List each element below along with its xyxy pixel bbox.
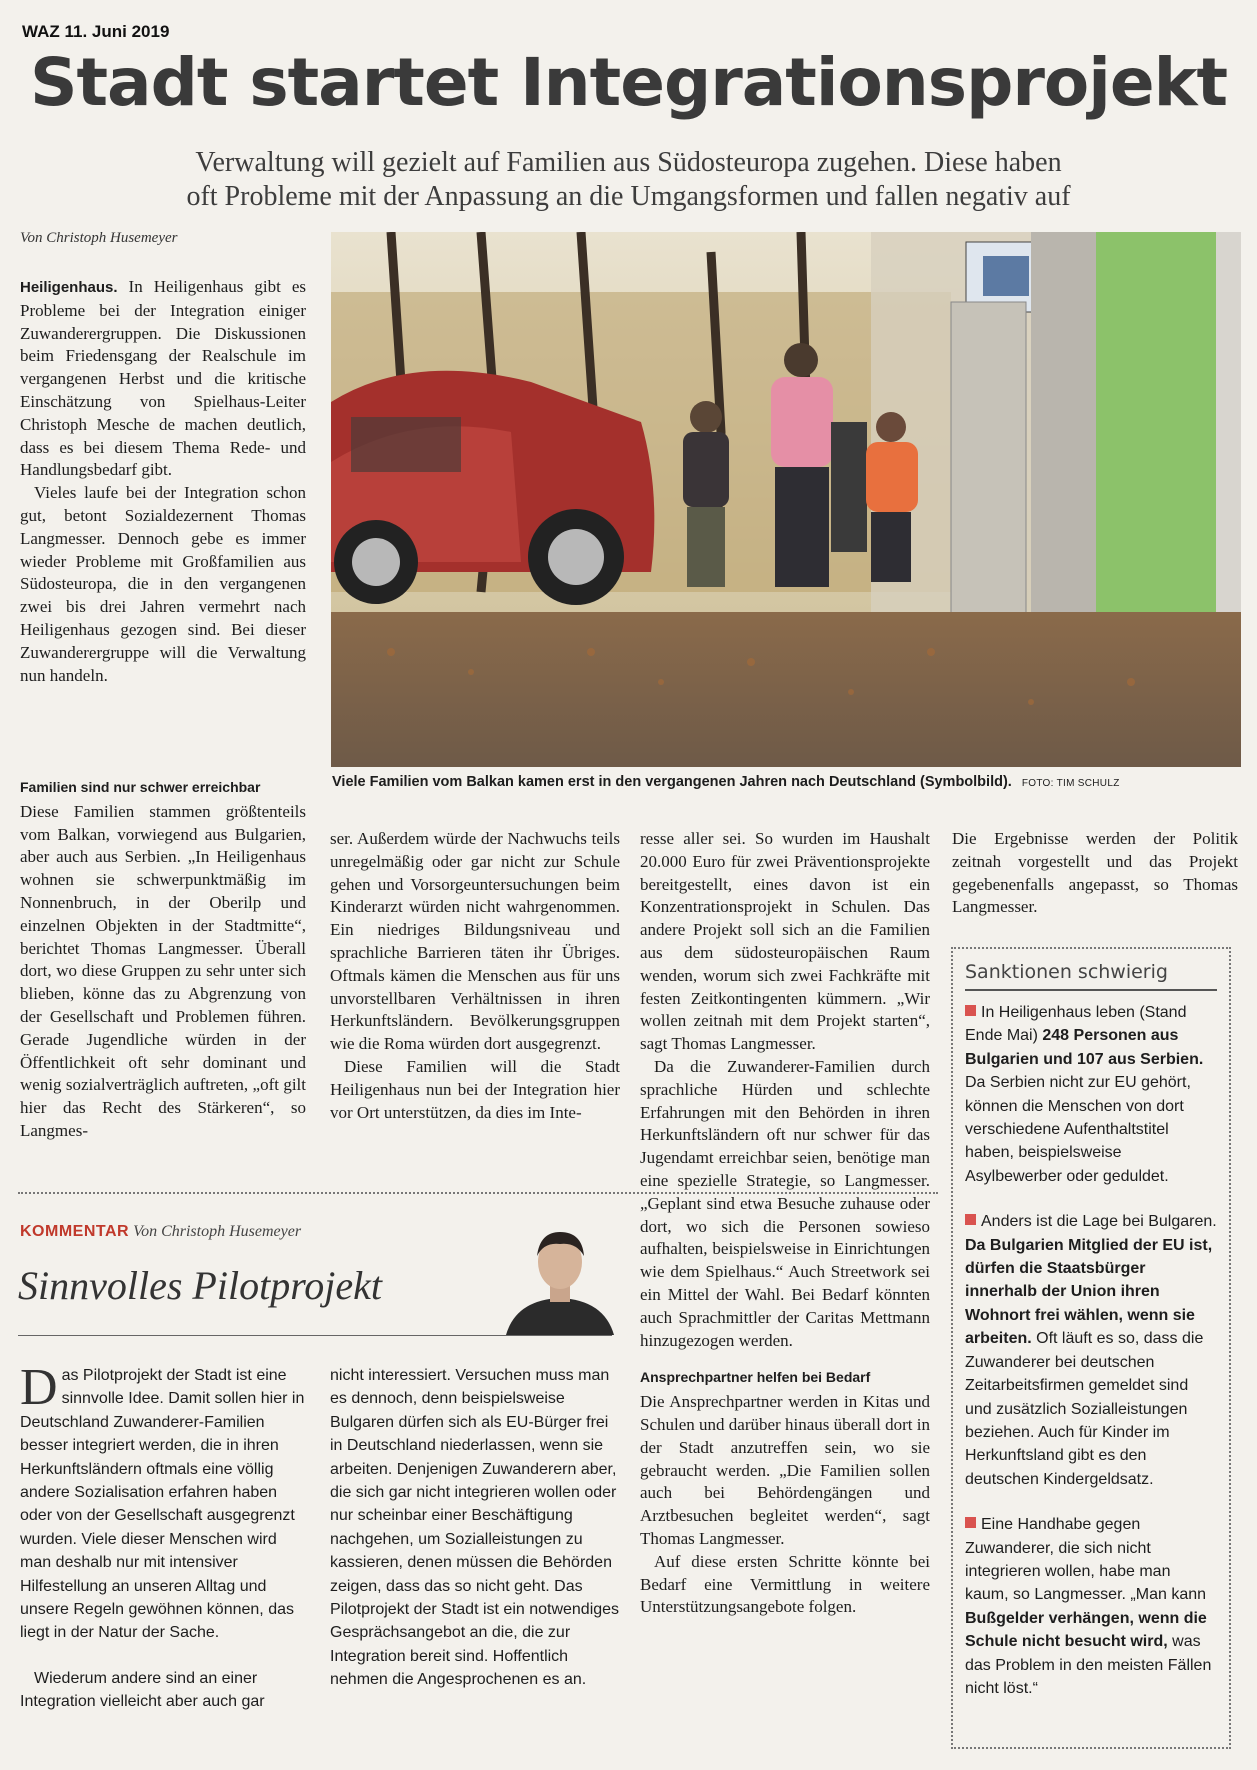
article-photo — [331, 232, 1241, 767]
article-paragraph: Auf diese ersten Schritte könnte bei Bedarf eine Vermittlung in weitere Unterstützungsangebote folgen. — [640, 1551, 930, 1617]
author-portrait — [506, 1220, 614, 1335]
kommentar-rule — [18, 1335, 612, 1336]
caption-text: Viele Familien vom Balkan kamen erst in den vergangenen Jahren nach Deutschland (Symbolbild). — [332, 774, 1012, 790]
article-paragraph: Vieles laufe bei der Integration schon gut, betont Sozialdezernent Thomas Langmesser. Dennoch gebe es immer wieder Probleme mit Großfamilien aus Südosteuropa, die in den vergangenen zwei bis drei Jahren vermehrt nach Heiligenhaus gezogen sind. Bei dieser Zuwanderergruppe will die Verwaltung nun handeln. — [20, 483, 306, 685]
info-text: Anders ist die Lage bei Bulgaren. — [981, 1213, 1217, 1231]
author-avatar — [506, 1220, 614, 1335]
bullet-icon — [965, 1517, 976, 1528]
info-text: Da Serbien nicht zur EU gehört, können die Menschen von dort verschiedene Aufenthaltstitel haben, beispielsweise Asylbewerber oder geduldet. — [965, 1074, 1191, 1185]
info-box-title: Sanktionen schwierig — [965, 961, 1217, 991]
paragraph-text: as Pilotprojekt der Stadt ist eine sinnvolle Idee. Damit sollen hier in Deutschland Zuwanderer-Familien besser integriert werden, die in ihren Herkunftsländern oftmals eine völlig andere Sozialisation erfahren haben oder von der Gesellschaft ausgegrenzt wurden. Viele dieser Menschen wird man deshalb nur mit intensiver Hilfestellung an unseren Alltag und unsere Regeln gewöhnen können, das liegt in der Natur der Sache. — [20, 1367, 305, 1642]
photo-caption — [332, 774, 1120, 790]
info-box-item — [965, 1513, 1217, 1700]
divider — [18, 1192, 938, 1194]
info-text: In Heiligenhaus leben (Stand Ende Mai) — [965, 1004, 1187, 1045]
article-column-5 — [952, 828, 1238, 919]
kommentar-title: Sinnvolles Pilotprojekt — [18, 1263, 383, 1308]
bullet-icon — [965, 1214, 976, 1225]
kommentar-author: Von Christoph Husemeyer — [133, 1223, 302, 1240]
info-text: was das Problem in den meisten Fällen nicht löst.“ — [965, 1633, 1212, 1697]
kommentar-kicker — [20, 1223, 301, 1241]
dateline: Heiligenhaus. — [20, 279, 118, 296]
article-column-4 — [640, 828, 930, 1619]
paragraph-text: In Heiligenhaus gibt es Probleme bei der Integration einiger Zuwanderergruppen. Die Diskussionen beim Friedensgang der Realschule im vergangenen Herbst und die kritische Einschätzung von Spielhaus-Leiter Christoph Mesche de machen deutlich, dass es bei diesem Thema Rede- und Handlungsbedarf gibt. — [20, 277, 306, 480]
kommentar-label: KOMMENTAR — [20, 1223, 130, 1240]
info-box-item — [965, 1001, 1217, 1188]
info-highlight: Da Bulgarien Mitglied der EU ist, dürfen die Staatsbürger innerhalb der Union ihren Wohnort frei wählen, wenn sie arbeiten. — [965, 1236, 1213, 1348]
article-paragraph — [20, 276, 306, 482]
photo-credit: FOTO: TIM SCHULZ — [1021, 778, 1120, 789]
info-box-item — [965, 1210, 1217, 1491]
article-paragraph: Diese Familien will die Stadt Heiligenhaus nun bei der Integration hier vor Ort unterstützen, da dies im Inte- — [330, 1056, 620, 1122]
subhead-line-2: oft Probleme mit der Anpassung an die Umgangsformen und fallen negativ auf — [186, 181, 1071, 212]
subheadline — [60, 146, 1197, 214]
subhead-line-1: Verwaltung will gezielt auf Familien aus Südosteuropa zugehen. Diese haben — [195, 147, 1062, 178]
article-paragraph: Diese Familien stammen größtenteils vom Balkan, vorwiegend aus Bulgarien, aber auch aus Serbien. „In Heiligenhaus wohnen sie schwerpunktmäßig im Nonnenbruch, in der Oberilp und einzelnen Objekten in der Stadtmitte“, berichtet Thomas Langmesser. Überall dort, wo diese Gruppen zu sehr unter sich blieben, könne das zu Abgrenzung von der Gesellschaft und Problemen führen. Gerade Jugendliche würden in der Öffentlichkeit oft sehr dominant und wenig sozialverträglich auftreten, „oft gilt hier das Recht des Stärkeren“, so Langmes- — [20, 801, 306, 1140]
headline: Stadt startet Integrationsprojekt — [29, 44, 1228, 121]
byline: Von Christoph Husemeyer — [20, 230, 178, 246]
info-text: Oft läuft es so, dass die Zuwanderer bei deutschen Zeitarbeitsfirmen gemeldet sind und zusätzlich Sozialleistungen beziehen. Auch für Kinder im Herkunftsland gibt es den deutschen Kindergeldsatz. — [965, 1330, 1204, 1488]
bullet-icon — [965, 1005, 976, 1016]
info-text: Eine Handhabe gegen Zuwanderer, die sich nicht integrieren wollen, habe man kaum, so Langmesser. „Man kann — [965, 1516, 1207, 1604]
article-paragraph: Da die Zuwanderer-Familien durch sprachliche Hürden und schlechte Erfahrungen mit den Behörden in ihren Herkunftsländern oft nur schwer für das Jugendamt erreichbar seien, benötige man eine spezielle Strategie, so Langmesser. „Geplant sind etwa Besuche zuhause oder dort, wo sich die Personen sowieso aufhalten, beispielsweise in Einrichtungen wie dem Spielhaus.“ Auch Streetwork sei ein Mittel der Wahl. Bei Bedarf könnten auch Sprachmittler der Caritas Mettmann hinzugezogen werden. — [640, 1056, 930, 1350]
kommentar-paragraph: Wiederum andere sind an einer Integration vielleicht aber auch gar — [20, 1669, 265, 1711]
street-scene-photo — [331, 232, 1241, 767]
kommentar-column-1 — [20, 1359, 306, 1714]
dropcap: D — [20, 1359, 58, 1416]
kommentar-paragraph: nicht interessiert. Versuchen muss man es dennoch, denn beispielsweise Bulgaren dürfen sich als EU-Bürger frei in Deutschland niederlassen, wenn sie arbeiten. Denjenigen Zuwanderern aber, die sich gar nicht integrieren wollen oder nur scheinbar einer Beschäftigung nachgehen, um Sozialleistungen zu kassieren, denen müssen die Behörden zeigen, dass das so nicht geht. Das Pilotprojekt der Stadt ist ein notwendiges Gesprächsangebot an die, die zur Integration bereit sind. Hoffentlich nehmen die Angesprochenen es an. — [330, 1367, 620, 1689]
kommentar-paragraph — [20, 1359, 306, 1645]
article-column-2 — [20, 776, 306, 1143]
info-box — [951, 947, 1231, 1749]
article-column-3 — [330, 828, 620, 1124]
info-highlight: 248 Personen aus Bulgarien und 107 aus Serbien. — [965, 1027, 1204, 1068]
article-column-1 — [20, 276, 306, 687]
subheading: Ansprechpartner helfen bei Bedarf — [640, 1369, 871, 1386]
article-paragraph: Die Ergebnisse werden der Politik zeitnah vorgestellt und das Projekt gegebenenfalls angepasst, so Thomas Langmesser. — [952, 829, 1238, 917]
article-paragraph: resse aller sei. So wurden im Haushalt 20.000 Euro für zwei Präventionsprojekte bereitgestellt, eines davon ist ein Konzentrationsprojekt in Schulen. Das andere Projekt soll sich an die Familien aus dem südosteuropäischen Raum wenden, worum sich zwei Fachkräfte mit festen Zeitkontingenten kümmern. „Wir wollen zeitnah mit dem Projekt starten“, sagt Thomas Langmesser. — [640, 829, 930, 1054]
newspaper-source: WAZ 11. Juni 2019 — [22, 22, 170, 41]
kommentar-column-2 — [330, 1364, 620, 1692]
article-paragraph: Die Ansprechpartner werden in Kitas und Schulen und darüber hinaus überall dort in der Stadt anzutreffen sein, wo sie gebraucht werden. „Die Familien sollen auch bei Behördengängen und Arztbesuchen begleitet werden“, sagt Thomas Langmesser. — [640, 1392, 930, 1548]
subheading: Familien sind nur schwer erreichbar — [20, 779, 261, 795]
info-highlight: Bußgelder verhängen, wenn die Schule nicht besucht wird, — [965, 1609, 1207, 1651]
article-paragraph: ser. Außerdem würde der Nachwuchs teils unregelmäßig oder gar nicht zur Schule gehen und Vorsorgeuntersuchungen beim Kinderarzt würden nicht wahrgenommen. Ein niedriges Bildungsniveau und sprachliche Barrieren täten ihr Übriges. Oftmals kämen die Menschen aus für uns unvorstellbaren Verhältnissen in ihren Herkunftsländern. Bevölkerungsgruppen wie die Roma würden dort ausgegrenzt. — [330, 829, 620, 1054]
